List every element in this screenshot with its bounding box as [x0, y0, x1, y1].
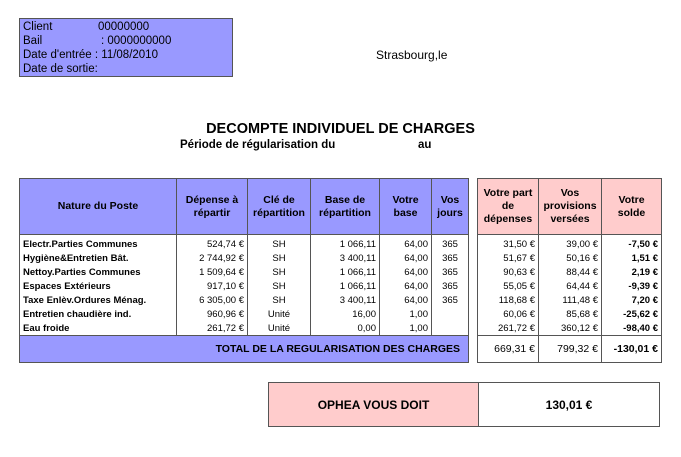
header-votre-base: Votre base: [380, 179, 432, 235]
row-provisions: 50,16 €: [539, 251, 602, 265]
row-base: 3 400,11: [311, 293, 380, 307]
row-part: 261,72 €: [478, 321, 539, 336]
row-nature: Eau froide: [20, 321, 177, 336]
row-nature: Electr.Parties Communes: [20, 235, 177, 252]
column-gap: [469, 293, 478, 307]
row-votre-base: 64,00: [380, 235, 432, 252]
row-solde: -25,62 €: [602, 307, 662, 321]
row-solde: -7,50 €: [602, 235, 662, 252]
charges-table: [19, 178, 662, 363]
table-header-row: [20, 179, 662, 235]
row-cle: SH: [248, 293, 311, 307]
row-base: 1 066,11: [311, 279, 380, 293]
client-info-box: [19, 18, 233, 77]
total-provisions: 799,32 €: [539, 336, 602, 363]
table-row: [20, 293, 662, 307]
date-sortie: Date de sortie:: [23, 63, 98, 75]
row-votre-base: 1,00: [380, 321, 432, 336]
table-row: [20, 279, 662, 293]
row-cle: SH: [248, 279, 311, 293]
row-depense: 917,10 €: [177, 279, 248, 293]
column-gap: [469, 265, 478, 279]
row-base: 16,00: [311, 307, 380, 321]
header-votre-part: Votre part de dépenses: [478, 179, 539, 235]
row-base: 3 400,11: [311, 251, 380, 265]
row-cle: SH: [248, 251, 311, 265]
header-cle: Clé de répartition: [248, 179, 311, 235]
client-row: [23, 20, 229, 34]
bail-row: [23, 34, 229, 48]
bail-value: : 0000000000: [101, 35, 172, 47]
page-title: DECOMPTE INDIVIDUEL DE CHARGES: [206, 121, 475, 137]
row-depense: 2 744,92 €: [177, 251, 248, 265]
table-row: [20, 251, 662, 265]
table-row: [20, 307, 662, 321]
total-row: [20, 336, 662, 363]
row-votre-base: 64,00: [380, 279, 432, 293]
row-depense: 524,74 €: [177, 235, 248, 252]
row-votre-base: 64,00: [380, 265, 432, 279]
period-au-label: au: [418, 139, 432, 151]
header-provisions: Vos provisions versées: [539, 179, 602, 235]
header-solde: Votre solde: [602, 179, 662, 235]
row-provisions: 39,00 €: [539, 235, 602, 252]
row-jours: [432, 321, 469, 336]
header-vos-jours: Vos jours: [432, 179, 469, 235]
row-solde: -98,40 €: [602, 321, 662, 336]
row-solde: 7,20 €: [602, 293, 662, 307]
row-jours: 365: [432, 251, 469, 265]
row-nature: Taxe Enlèv.Ordures Ménag.: [20, 293, 177, 307]
header-base: Base de répartition: [311, 179, 380, 235]
row-jours: [432, 307, 469, 321]
total-part: 669,31 €: [478, 336, 539, 363]
table-row: [20, 321, 662, 336]
row-depense: 261,72 €: [177, 321, 248, 336]
column-gap: [469, 179, 478, 235]
column-gap: [469, 279, 478, 293]
row-provisions: 64,44 €: [539, 279, 602, 293]
column-gap: [469, 336, 478, 363]
column-gap: [469, 307, 478, 321]
row-nature: Espaces Extérieurs: [20, 279, 177, 293]
row-part: 51,67 €: [478, 251, 539, 265]
row-provisions: 85,68 €: [539, 307, 602, 321]
row-part: 60,06 €: [478, 307, 539, 321]
bail-label: Bail: [23, 35, 43, 47]
row-cle: SH: [248, 235, 311, 252]
row-part: 90,63 €: [478, 265, 539, 279]
row-solde: 1,51 €: [602, 251, 662, 265]
row-part: 55,05 €: [478, 279, 539, 293]
row-part: 118,68 €: [478, 293, 539, 307]
client-value: 00000000: [98, 21, 150, 33]
row-base: 1 066,11: [311, 265, 380, 279]
row-nature: Hygiène&Entretien Bât.: [20, 251, 177, 265]
row-base: 0,00: [311, 321, 380, 336]
total-label: TOTAL DE LA REGULARISATION DES CHARGES: [20, 336, 469, 363]
row-votre-base: 64,00: [380, 251, 432, 265]
date-entree: Date d'entrée : 11/08/2010: [23, 49, 158, 61]
row-provisions: 111,48 €: [539, 293, 602, 307]
row-jours: 365: [432, 265, 469, 279]
row-cle: Unité: [248, 307, 311, 321]
row-depense: 1 509,64 €: [177, 265, 248, 279]
row-votre-base: 1,00: [380, 307, 432, 321]
column-gap: [469, 251, 478, 265]
ophea-summary-box: [268, 382, 660, 427]
row-provisions: 88,44 €: [539, 265, 602, 279]
row-jours: 365: [432, 279, 469, 293]
row-depense: 6 305,00 €: [177, 293, 248, 307]
row-part: 31,50 €: [478, 235, 539, 252]
row-depense: 960,96 €: [177, 307, 248, 321]
period-label: Période de régularisation du: [180, 139, 336, 151]
city-date: Strasbourg,le: [376, 48, 448, 62]
row-nature: Nettoy.Parties Communes: [20, 265, 177, 279]
entree-row: [23, 48, 229, 62]
header-depense: Dépense à répartir: [177, 179, 248, 235]
row-votre-base: 64,00: [380, 293, 432, 307]
column-gap: [469, 235, 478, 252]
ophea-label: OPHEA VOUS DOIT: [269, 383, 479, 426]
row-jours: 365: [432, 293, 469, 307]
table-row: [20, 265, 662, 279]
row-jours: 365: [432, 235, 469, 252]
client-label: Client: [23, 21, 53, 33]
row-solde: 2,19 €: [602, 265, 662, 279]
row-base: 1 066,11: [311, 235, 380, 252]
row-cle: Unité: [248, 321, 311, 336]
table-row: [20, 235, 662, 252]
total-solde: -130,01 €: [602, 336, 662, 363]
sortie-row: [23, 62, 229, 76]
header-nature: Nature du Poste: [20, 179, 177, 235]
column-gap: [469, 321, 478, 336]
row-solde: -9,39 €: [602, 279, 662, 293]
row-nature: Entretien chaudière ind.: [20, 307, 177, 321]
row-provisions: 360,12 €: [539, 321, 602, 336]
row-cle: SH: [248, 265, 311, 279]
ophea-value: 130,01 €: [545, 397, 593, 412]
